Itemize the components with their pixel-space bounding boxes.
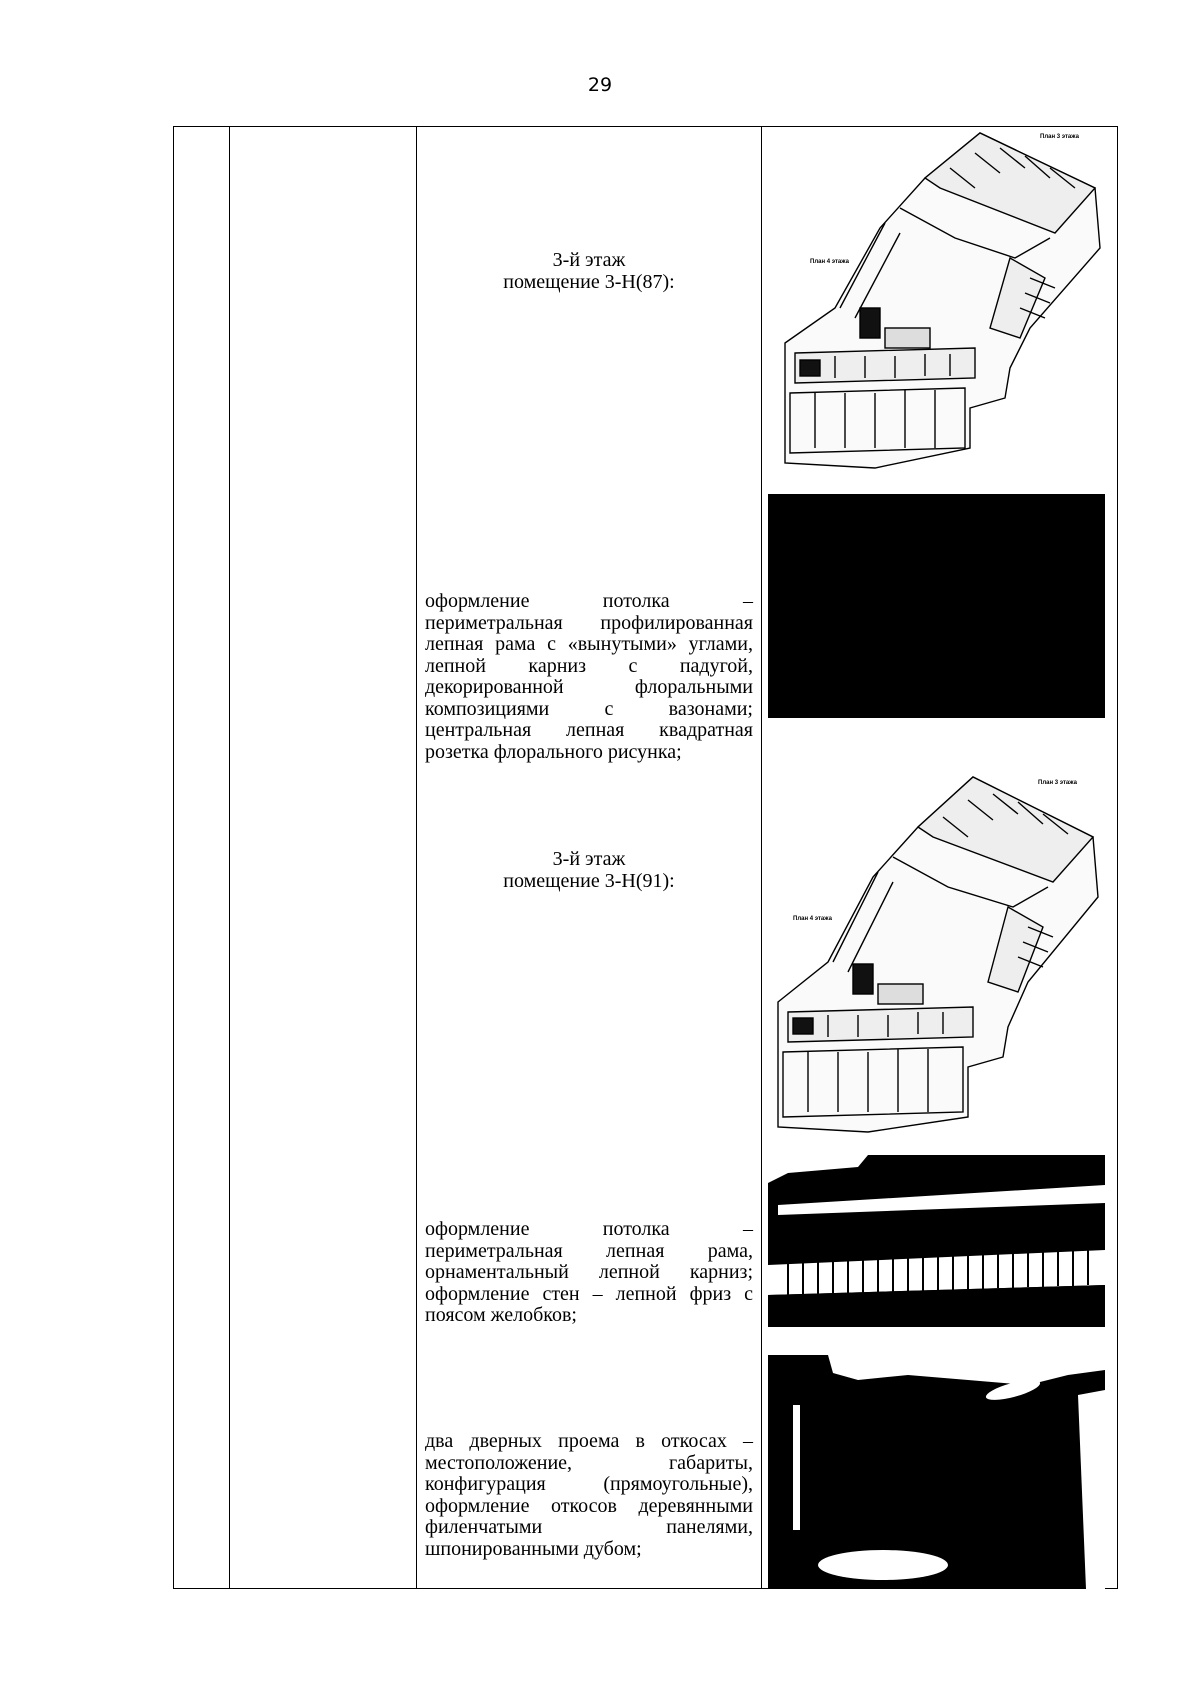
ceiling-photo (768, 494, 1105, 718)
table-column-divider (761, 127, 762, 1588)
plan-label-3: План 3 этажа (1040, 134, 1079, 140)
floor-plan-image (775, 128, 1115, 470)
cornice-photo (768, 1155, 1105, 1327)
room-label: помещение 3-Н(91): (503, 869, 675, 892)
description-text: два дверных проема в откосах – местоположение, габариты, конфигурация (прямоугольные), оформление откосов деревянными филенчатыми панелями, шпонированными дубом; (425, 1430, 753, 1560)
plan-label-4: План 4 этажа (810, 259, 849, 265)
page-number: 29 (587, 74, 613, 96)
floor-plan-image (768, 772, 1113, 1137)
plan-label-3: План 3 этажа (1038, 780, 1077, 786)
room-heading (425, 849, 753, 892)
table-column-divider (229, 127, 230, 1588)
description-text: оформление потолка – периметральная лепная рама, орнаментальный лепной карниз; оформление стен – лепной фриз с поясом желобков; (425, 1218, 753, 1326)
room-heading (425, 250, 753, 293)
door-opening-photo (768, 1355, 1105, 1589)
description-text: оформление потолка – периметральная профилированная лепная рама с «вынутыми» углами, лепной карниз с падугой, декорированной флоральными композициями с вазонами; центральная лепная квадратная розетка флорального рисунка; (425, 590, 753, 763)
room-label: помещение 3-Н(87): (503, 270, 675, 293)
floor-label: 3-й этаж (552, 249, 626, 271)
floor-label: 3-й этаж (552, 848, 626, 870)
plan-label-4: План 4 этажа (793, 916, 832, 922)
table-column-divider (416, 127, 417, 1588)
